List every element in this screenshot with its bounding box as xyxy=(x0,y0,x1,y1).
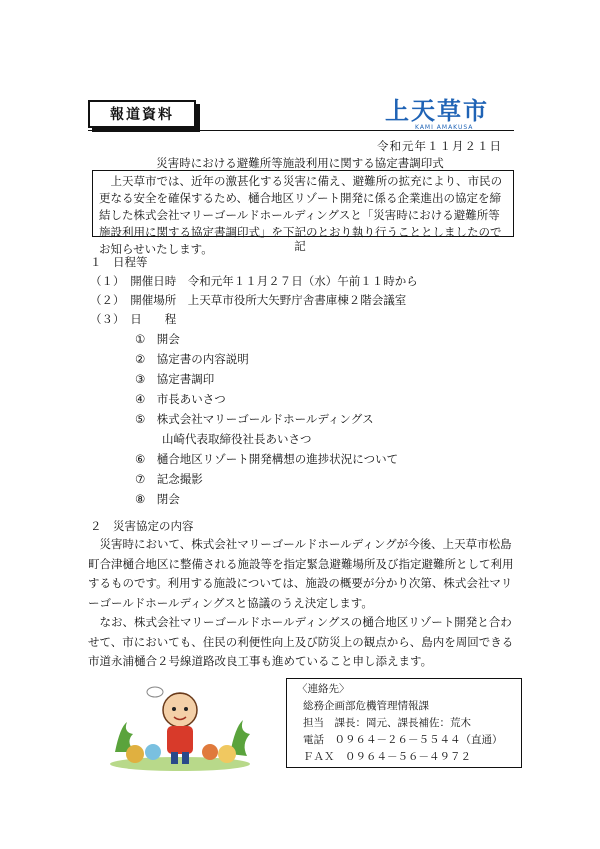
contact-staff: 担当 課長：岡元、課長補佐：荒木 xyxy=(303,717,471,729)
agreement-paragraph-1: 災害時において、株式会社マリーゴールドホールディングが今後、上天草市松島町合津樋合地区に整備される施設等を指定緊急避難場所及び指定避難所として利用するものです。利用する施設については、施設の概要が分かり次第、株式会社マリーゴールドホールディングスと協議のうえ決定します。 xyxy=(88,537,514,610)
section1-heading: １ 日程等 xyxy=(90,255,148,269)
intro-box xyxy=(92,170,514,256)
schedule-item: ⑦ 記念撮影 xyxy=(135,472,203,486)
schedule-item: ③ 協定書調印 xyxy=(135,372,215,386)
schedule-section xyxy=(90,254,418,508)
release-date: 令和元年１１月２１日 xyxy=(377,139,502,153)
mascot-illustration xyxy=(105,672,255,772)
schedule-item: ⑤ 株式会社マリーゴールドホールディングス xyxy=(135,412,374,426)
city-logo: 上天草市 KAMI AMAKUSA xyxy=(385,97,489,131)
item-schedule: （３） 日 程 xyxy=(90,312,177,326)
item-venue: （２） 開催場所 上天草市役所大矢野庁舎書庫棟２階会議室 xyxy=(90,293,407,307)
document-title: 災害時における避難所等施設利用に関する協定書調印式 xyxy=(156,156,444,170)
schedule-item: ④ 市長あいさつ xyxy=(135,392,226,406)
section2-heading: ２ 災害協定の内容 xyxy=(90,519,194,533)
schedule-item: ⑥ 樋合地区リゾート開発構想の進捗状況について xyxy=(135,452,399,466)
schedule-item: ① 開会 xyxy=(135,332,180,346)
agreement-content xyxy=(88,535,514,672)
contact-dept: 総務企画部危機管理情報課 xyxy=(303,700,429,712)
press-release-label: 報道資料 xyxy=(88,100,196,128)
schedule-item: ⑧ 閉会 xyxy=(135,492,180,506)
contact-box xyxy=(286,678,522,768)
ki-mark: 記 xyxy=(294,239,306,253)
contact-fax: ＦＡＸ ０９６４－５６－４９７２ xyxy=(303,751,471,763)
schedule-item-cont: 山崎代表取締役社長あいさつ xyxy=(162,432,312,446)
schedule-item: ② 協定書の内容説明 xyxy=(135,352,249,366)
contact-heading: 〈連絡先〉 xyxy=(297,683,350,695)
contact-phone: 電話 ０９６４－２６－５５４４（直通） xyxy=(303,734,503,746)
item-datetime: （１） 開催日時 令和元年１１月２７日（水）午前１１時から xyxy=(90,274,418,288)
agreement-paragraph-2: なお、株式会社マリーゴールドホールディングスの樋合地区リゾート開発と合わせて、市においても、住民の利便性向上及び防災上の観点から、島内を周回できる市道永浦樋合２号線道路改良工事も進めていること申し添えます。 xyxy=(88,615,514,668)
intro-text: 上天草市では、近年の激甚化する災害に備え、避難所の拡充により、市民の更なる安全を確保するため、樋合地区リゾート開発に係る企業進出の協定を締結した株式会社マリーゴールドホールディングスと「災害時における避難所等施設利用に関する協定書調印式」を下記のとおり執り行うこととしましたのでお知らせいたします。 xyxy=(99,174,503,256)
